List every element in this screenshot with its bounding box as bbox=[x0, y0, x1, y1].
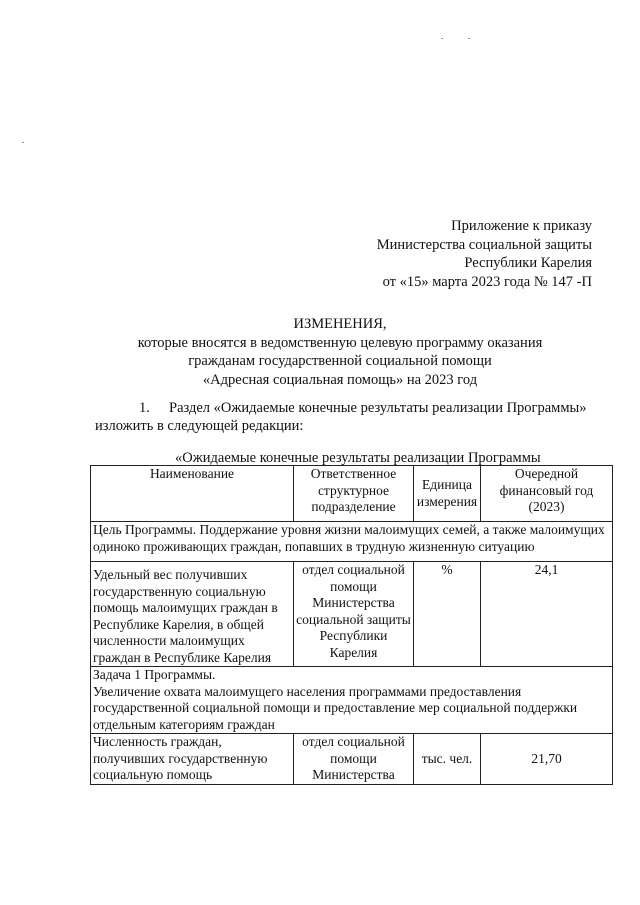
results-table bbox=[90, 465, 613, 785]
heading-line: «Адресная социальная помощь» на 2023 год bbox=[202, 371, 478, 388]
table-row-task bbox=[91, 667, 613, 734]
paragraph-line-2: изложить в следующей редакции: bbox=[95, 418, 304, 434]
header-unit: Единица измерения bbox=[414, 466, 481, 522]
task-title: Задача 1 Программы. bbox=[93, 667, 216, 682]
task-text: Увеличение охвата малоимущего населения программами предоставления государственной социальной помощи и предоставление мер социальной поддержки отдельным категориям граждан bbox=[93, 683, 578, 732]
header-responsible: Ответственное структурное подразделение bbox=[294, 466, 414, 522]
appendix-line: от «15» марта 2023 года № 147 -П bbox=[382, 273, 592, 290]
heading-line: которые вносятся в ведомственную целевую программу оказания bbox=[137, 334, 543, 351]
paragraph-1 bbox=[95, 399, 615, 435]
goal-cell: Цель Программы. Поддержание уровня жизни малоимущих семей, а также малоимущих одиноко проживающих граждан, попавших в трудную жизненную ситуацию bbox=[91, 522, 613, 562]
header-year: Очередной финансовый год (2023) bbox=[481, 466, 613, 522]
table-caption: «Ожидаемые конечные результаты реализации Программы bbox=[175, 450, 541, 466]
paragraph-line-1: Раздел «Ожидаемые конечные результаты реализации Программы» bbox=[169, 400, 587, 416]
row2-unit: тыс. чел. bbox=[414, 734, 481, 785]
document-title: ИЗМЕНЕНИЯ, bbox=[293, 316, 387, 332]
row1-responsible: отдел социальной помощи Министерства социальной защиты Республики Карелия bbox=[294, 562, 414, 667]
table-header-row bbox=[91, 466, 613, 522]
task-cell bbox=[91, 667, 613, 734]
row1-name: Удельный вес получивших государственную социальную помощь малоимущих граждан в Республике Карелия, в общей численности малоимущих граждан в Республике Карелия bbox=[91, 562, 294, 667]
appendix-line: Республики Карелия bbox=[464, 255, 592, 271]
row2-value: 21,70 bbox=[481, 734, 613, 785]
appendix-line: Министерства социальной защиты bbox=[376, 236, 592, 253]
table-row bbox=[91, 562, 613, 667]
header-name: Наименование bbox=[91, 466, 294, 522]
table-row bbox=[91, 734, 613, 785]
document-heading bbox=[0, 315, 640, 389]
appendix-block bbox=[377, 217, 592, 291]
row1-unit: % bbox=[414, 562, 481, 667]
table-row-goal bbox=[91, 522, 613, 562]
appendix-line: Приложение к приказу bbox=[451, 218, 592, 234]
scan-speck bbox=[441, 38, 443, 39]
heading-line: гражданам государственной социальной помощи bbox=[188, 353, 492, 369]
scan-speck bbox=[22, 142, 24, 143]
scan-speck bbox=[468, 38, 470, 39]
row1-value: 24,1 bbox=[481, 562, 613, 667]
paragraph-number: 1. bbox=[139, 400, 150, 416]
row2-responsible: отдел социальной помощи Министерства bbox=[294, 734, 414, 785]
row2-name: Численность граждан, получивших государственную социальную помощь bbox=[91, 734, 294, 785]
